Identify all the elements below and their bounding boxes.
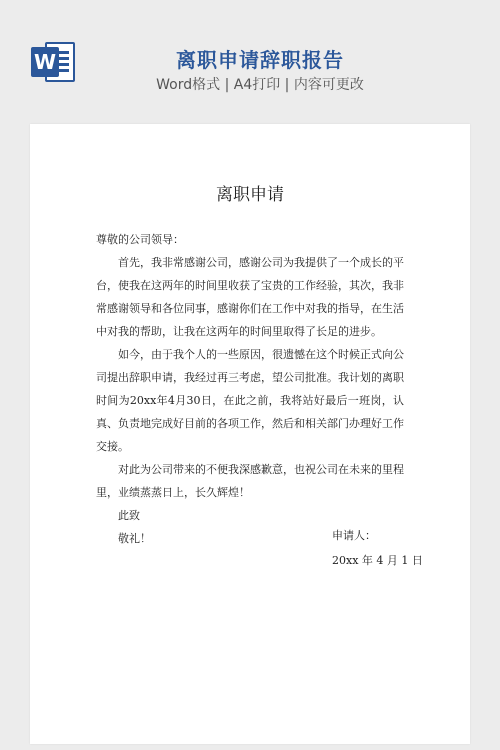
page-title: 离职申请辞职报告 [176,48,344,72]
header-banner [0,0,500,112]
document-title: 离职申请 [216,185,284,205]
page-subtitle: Word格式 | A4打印 | 内容可更改 [156,77,364,93]
salutation: 尊敬的公司领导： [96,233,184,246]
document-page [30,124,470,744]
closing-jingli: 敬礼！ [118,532,151,545]
closing-cizhi: 此致 [118,509,140,522]
paragraph-thanks: 首先，我非常感谢公司，感谢公司为我提供了一个成长的平台，使我在这两年的时间里收获了宝贵的工作经验，其次，我非常感谢领导和各位同事，感谢你们在工作中对我的指导，在生活中对我的帮助，让我在这两年的时间里取得了长足的进步。 [96,256,404,338]
word-letter-badge: W [31,47,59,77]
letter-body [96,228,404,550]
paragraph-apology: 对此为公司带来的不便我深感歉意，也祝公司在未来的里程里，业绩蒸蒸日上，长久辉煌！ [96,463,404,499]
signature-date: 20xx 年 4 月 1 日 [332,554,423,567]
paragraph-resignation: 如今，由于我个人的一些原因，很遗憾在这个时候正式向公司提出辞职申请，我经过再三考虑，望公司批准。我计划的离职时间为20xx年4月30日，在此之前，我将站好最后一班岗，认真、负责地完成好目前的各项工作，然后和相关部门办理好工作交接。 [96,348,404,453]
signature-label: 申请人： [332,529,376,542]
